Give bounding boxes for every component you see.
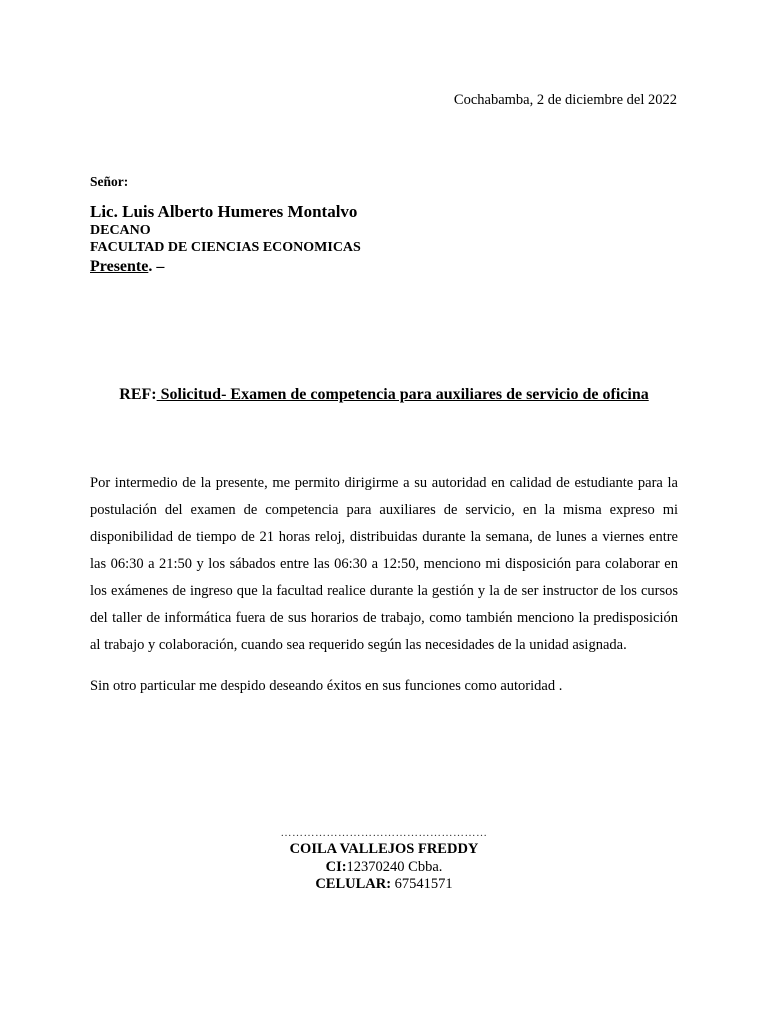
presente-suffix: . – <box>148 258 165 275</box>
addressee-faculty: FACULTAD DE CIENCIAS ECONOMICAS <box>90 240 361 255</box>
signature-dotted-line: ……………………………………………… <box>280 827 488 839</box>
signature-block <box>0 826 768 893</box>
addressee-name: Lic. Luis Alberto Humeres Montalvo <box>90 202 358 221</box>
presente-word: Presente <box>90 258 149 275</box>
reference-line <box>0 386 768 404</box>
signer-phone <box>0 876 768 893</box>
phone-value: 67541571 <box>391 876 453 892</box>
body-paragraph: Por intermedio de la presente, me permito dirigirme a su autoridad en calidad de estudiante para la postulación del examen de competencia para auxiliares de servicio, en la misma expreso mi disponibilidad de tiempo de 21 horas reloj, distribuidas durante la semana, de lunes a viernes entre las 06:30 a 21:50 y los sábados entre las 06:30 a 12:50, menciono mi disposición para colaborar en los exámenes de ingreso que la facultad realice durante la gestión y la de ser instructor de los cursos del taller de informática fuera de sus horarios de trabajo, como también menciono la predisposición al trabajo y colaboración, cuando sea requerido según las necesidades de la unidad asignada. <box>90 475 678 653</box>
date-line: Cochabamba, 2 de diciembre del 2022 <box>453 92 677 108</box>
ci-value: 12370240 Cbba. <box>346 859 443 875</box>
phone-label: CELULAR: <box>315 876 392 892</box>
reference-subject: Solicitud- Examen de competencia para auxiliares de servicio de oficina <box>156 386 649 403</box>
presente-line <box>90 256 361 278</box>
ci-label: CI: <box>325 859 347 875</box>
reference-label: REF: <box>119 386 157 403</box>
signer-name: COILA VALLEJOS FREDDY <box>289 841 479 857</box>
signer-ci <box>0 859 768 876</box>
closing-paragraph: Sin otro particular me despido deseando éxitos en sus funciones como autoridad . <box>90 678 563 694</box>
salutation: Señor: <box>90 174 129 189</box>
addressee-block <box>90 174 361 278</box>
addressee-position: DECANO <box>90 223 151 238</box>
letter-body <box>90 470 678 700</box>
